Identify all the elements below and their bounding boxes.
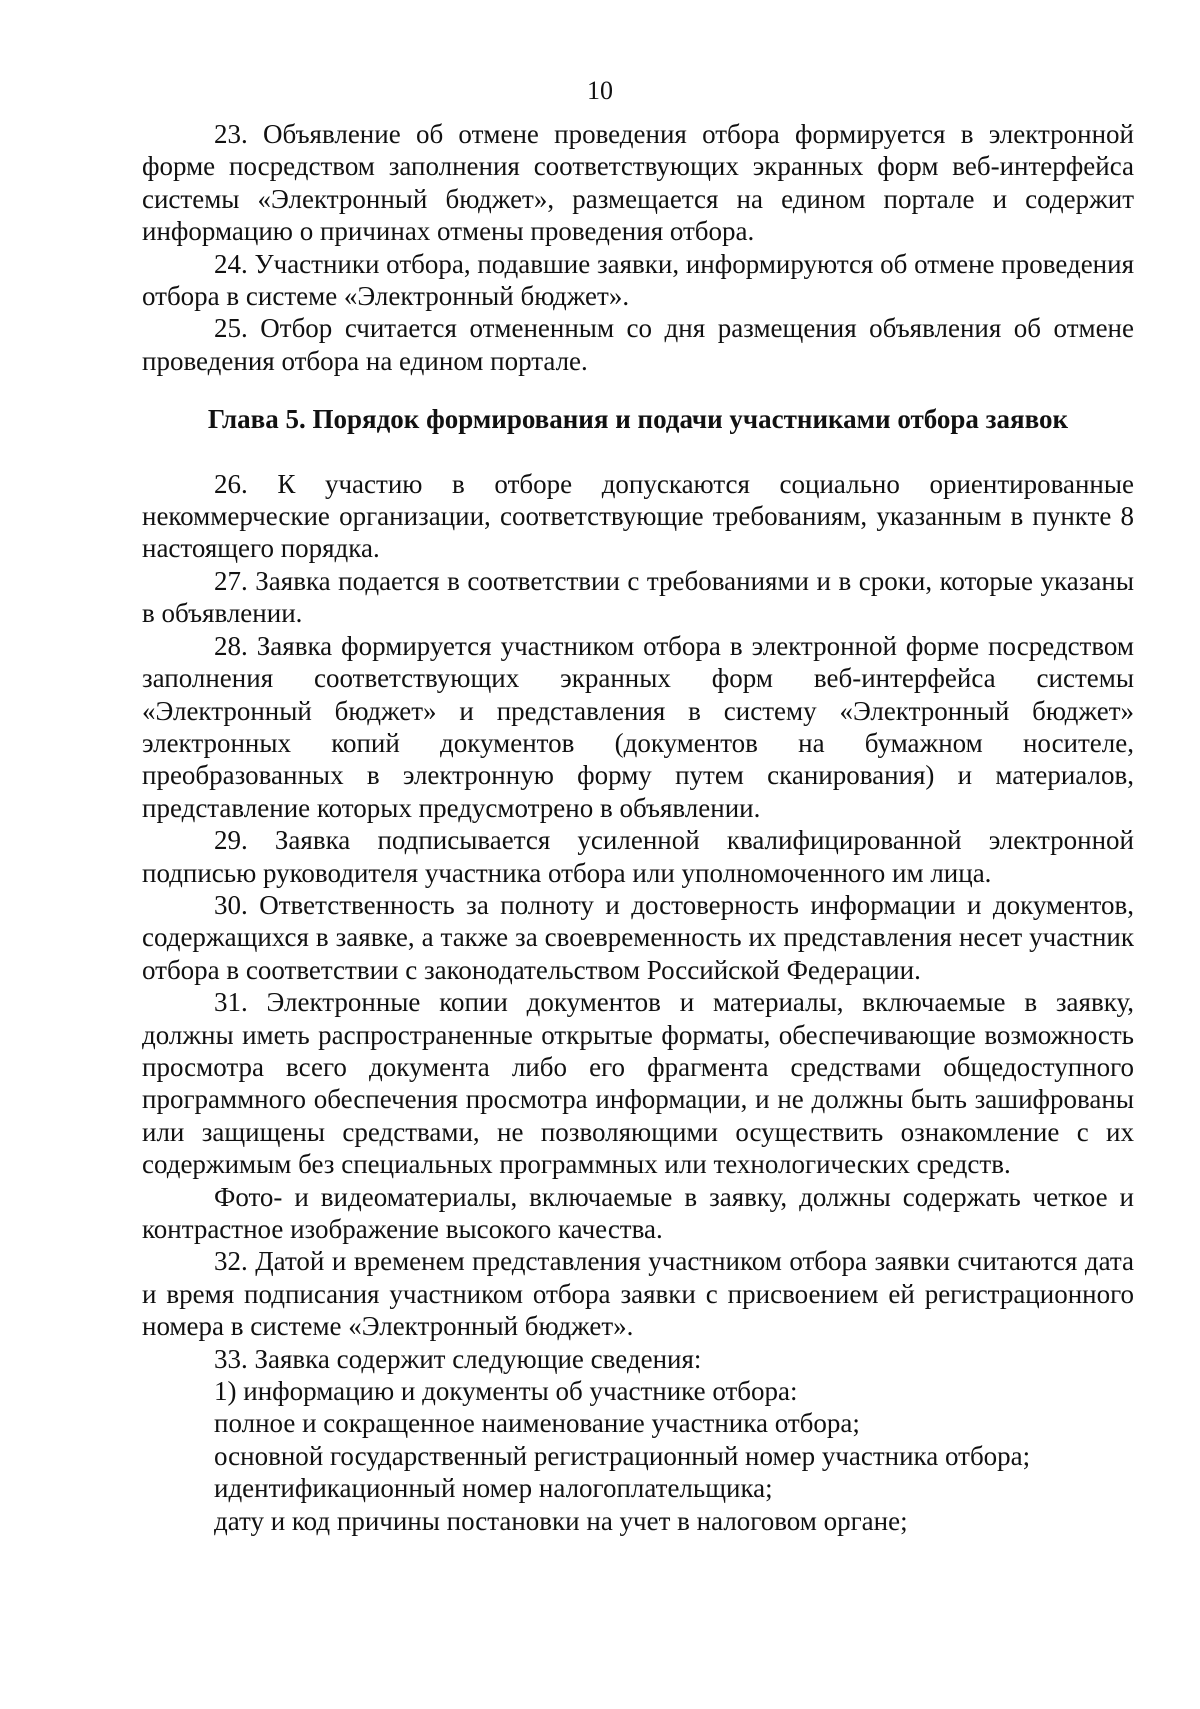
paragraph-30: 30. Ответственность за полноту и достоверность информации и документов, содержащихся в заявке, а также за своевременность их представления несет участник отбора в соответствии с законодательством Российской Федерации. xyxy=(142,889,1134,985)
list-item-tax-registration: дату и код причины постановки на учет в налоговом органе; xyxy=(214,1505,908,1536)
list-item-inn: идентификационный номер налогоплательщика; xyxy=(214,1473,773,1504)
list-item-full-name: полное и сокращенное наименование участника отбора; xyxy=(214,1408,860,1439)
paragraph-25: 25. Отбор считается отмененным со дня размещения объявления об отмене проведения отбора на едином портале. xyxy=(142,313,1134,376)
paragraph-32: 32. Датой и временем представления участником отбора заявки считаются дата и время подписания участником отбора заявки с присвоением ей регистрационного номера в системе «Электронный бюджет». xyxy=(142,1246,1134,1342)
paragraph-27: 27. Заявка подается в соответствии с требованиями и в сроки, которые указаны в объявлении. xyxy=(142,565,1134,629)
paragraph-33: 33. Заявка содержит следующие сведения: xyxy=(214,1343,702,1374)
list-item-1: 1) информацию и документы об участнике отбора: xyxy=(214,1376,798,1407)
paragraph-23: 23. Объявление об отмене проведения отбора формируется в электронной форме посредством заполнения соответствующих экранных форм веб-интерфейса системы «Электронный бюджет», размещается на едином портале и содержит информацию о причинах отмены проведения отбора. xyxy=(142,119,1134,247)
paragraph-29: 29. Заявка подписывается усиленной квалифицированной электронной подписью руководителя участника отбора или уполномоченного им лица. xyxy=(142,825,1134,888)
document-body xyxy=(142,118,1134,1537)
paragraph-28: 28. Заявка формируется участником отбора в электронной форме посредством заполнения соответствующих экранных форм веб-интерфейса системы «Электронный бюджет» и представления в систему «Электронный бюджет» электронных копий документов (документов на бумажном носителе, преобразованных в электронную форму путем сканирования) и материалов, представление которых предусмотрено в объявлении. xyxy=(142,630,1134,823)
list-item-ogrn: основной государственный регистрационный номер участника отбора; xyxy=(214,1440,1031,1471)
paragraph-24: 24. Участники отбора, подавшие заявки, информируются об отмене проведения отбора в системе «Электронный бюджет». xyxy=(142,248,1134,312)
paragraph-31-media: Фото- и видеоматериалы, включаемые в заявку, должны содержать четкое и контрастное изображение высокого качества. xyxy=(142,1181,1134,1244)
paragraph-26: 26. К участию в отборе допускаются социально ориентированные некоммерческие организации, соответствующие требованиям, указанным в пункте 8 настоящего порядка. xyxy=(142,468,1134,564)
chapter-title: Глава 5. Порядок формирования и подачи участниками отбора заявок xyxy=(207,404,1069,435)
page-number: 10 xyxy=(587,76,613,105)
paragraph-31: 31. Электронные копии документов и материалы, включаемые в заявку, должны иметь распространенные открытые форматы, обеспечивающие возможность просмотра всего документа либо его фрагмента средствами общедоступного программного обеспечения просмотра информации, и не должны быть зашифрованы или защищены средствами, не позволяющими осуществить ознакомление с их содержимым без специальных программных или технологических средств. xyxy=(142,987,1134,1180)
